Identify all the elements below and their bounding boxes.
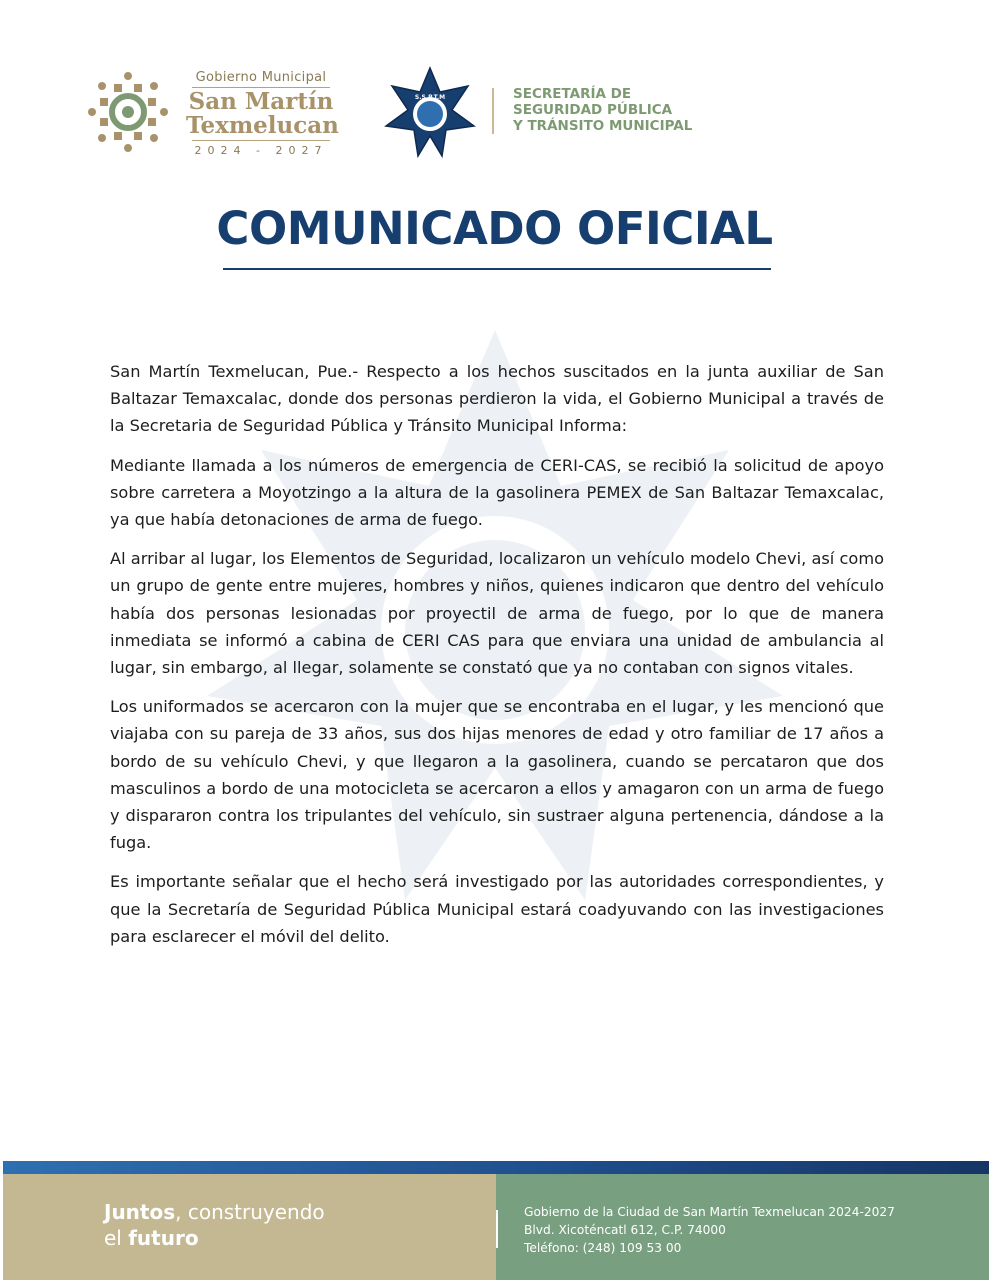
paragraph-1: San Martín Texmelucan, Pue.- Respecto a los hechos suscitados en la junta auxiliar de San Baltazar Temaxcalac, donde dos personas perdieron la vida, el Gobierno Municipal a través de la Secretaria de Seguridad Pública y Tránsito Municipal Informa: — [110, 362, 884, 436]
paragraph-4: Los uniformados se acercaron con la mujer que se encontraba en el lugar, y les mencionó que viajaba con su pareja de 33 años, sus dos hijas menores de edad y otro familiar de 17 años a bordo de su vehículo Chevi, y que llegaron a la gasolinera, cuando se percataron que dos masculinos a bordo de una motocicleta se acercaron a ellos y amagaron con un arma de fuego y dispararon contra los tripulantes del vehículo, sin sustraer alguna pertenencia, dándose a la fuga. — [110, 697, 884, 853]
title-underline — [223, 268, 771, 270]
slogan-pre-2: el — [104, 1226, 129, 1250]
communique-body — [110, 358, 884, 962]
secretaria-line3: Y TRÁNSITO MUNICIPAL — [513, 118, 693, 134]
paragraph-5: Es importante señalar que el hecho será investigado por las autoridades correspondientes, y que la Secretaría de Seguridad Pública Municipal estará coadyuvando con las investigaciones para esclarecer el móvil del delito. — [110, 872, 884, 946]
footer-slogan — [104, 1199, 325, 1251]
badge-text: S.S.P.T.M — [414, 94, 446, 101]
contact-address: Blvd. Xicoténcatl 612, C.P. 74000 — [524, 1223, 726, 1237]
gov-name-line2: Texmelucan — [186, 112, 339, 139]
police-badge-icon — [384, 66, 476, 158]
page-title: COMUNICADO OFICIAL — [216, 202, 773, 255]
secretaria-line1: SECRETARÍA DE — [513, 86, 632, 102]
gov-name-line1: San Martín — [188, 88, 334, 115]
letterhead — [0, 0, 989, 180]
slogan-bold-juntos: Juntos — [104, 1200, 176, 1224]
contact-line-1: Gobierno de la Ciudad de San Martín Texmelucan 2024-2027 — [524, 1205, 895, 1219]
municipal-emblem-icon — [86, 70, 170, 154]
footer-blue-band — [3, 1161, 989, 1174]
header-divider — [492, 88, 494, 134]
slogan-rest-1: , construyendo — [175, 1200, 325, 1224]
footer-contact — [524, 1203, 895, 1257]
paragraph-3: Al arribar al lugar, los Elementos de Seguridad, localizaron un vehículo modelo Chevi, así como un grupo de gente entre mujeres, hombres y niños, quienes indicaron que dentro del vehículo había dos personas lesionadas por proyectil de arma de fuego, por lo que de manera inmediata se informó a cabina de CERI CAS para que enviara una unidad de ambulancia al lugar, sin embargo, al llegar, solamente se constató que ya no contaban con signos vitales. — [110, 549, 884, 678]
secretaria-line2: SEGURIDAD PÚBLICA — [513, 102, 673, 118]
gov-years: 2024 - 2027 — [194, 144, 328, 157]
footer-divider — [496, 1210, 498, 1248]
secretaria-logo-text — [513, 86, 692, 134]
gov-small-label: Gobierno Municipal — [195, 70, 327, 85]
slogan-bold-futuro: futuro — [128, 1226, 199, 1250]
paragraph-2: Mediante llamada a los números de emergencia de CERI-CAS, se recibió la solicitud de apoyo sobre carretera a Moyotzingo a la altura de la gasolinera PEMEX de San Baltazar Temaxcalac, ya que había detonaciones de arma de fuego. — [110, 455, 884, 530]
contact-phone: Teléfono: (248) 109 53 00 — [524, 1241, 682, 1255]
municipal-logo-text — [186, 70, 339, 157]
